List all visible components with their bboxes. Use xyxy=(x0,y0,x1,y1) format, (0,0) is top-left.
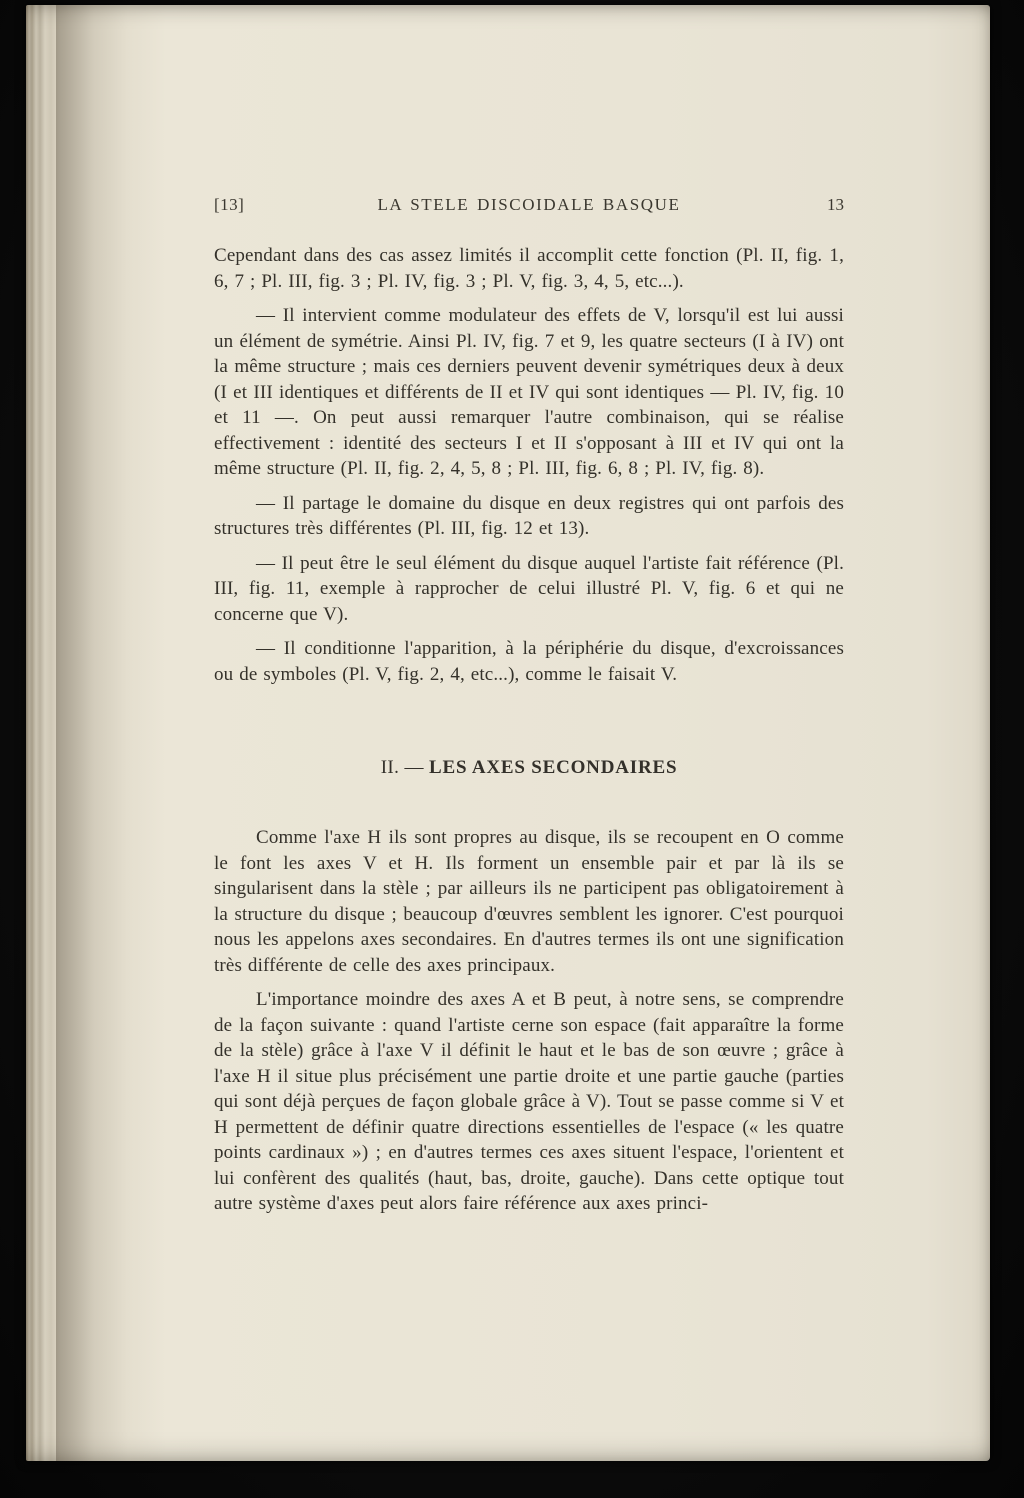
section-heading xyxy=(214,757,844,779)
paragraph: L'importance moindre des axes A et B peut, à notre sens, se comprendre de la façon suivante : quand l'artiste cerne son espace (fait apparaître la forme de la stèle) grâce à l'axe V il définit le haut et le bas de son œuvre ; grâce à l'axe H il situe plus précisément une partie droite et une partie gauche (parties qui sont déjà perçues de façon globale grâce à V). Tout se passe comme si V et H permettent de définir quatre directions essentielles de l'espace (« les quatre points cardinaux ») ; en d'autres termes ces axes situent l'espace, l'orientent et lui confèrent des qualités (haut, bas, droite, gauche). Dans cette optique tout autre système d'axes peut alors faire référence aux axes princi- xyxy=(214,989,844,1214)
paragraph: — Il peut être le seul élément du disque auquel l'artiste fait référence (Pl. III, fig. 11, exemple à rapprocher de celui illustré Pl. V, fig. 6 et qui ne concerne que V). xyxy=(214,552,844,625)
paragraph: Cependant dans des cas assez limités il accomplit cette fonction (Pl. II, fig. 1, 6, 7 ; Pl. III, fig. 3 ; Pl. IV, fig. 3 ; Pl. V, fig. 3, 4, 5, etc...). xyxy=(214,245,844,292)
section-title: LES AXES SECONDAIRES xyxy=(429,757,678,778)
header-page-number: 13 xyxy=(827,195,844,214)
header-title: LA STELE DISCOIDALE BASQUE xyxy=(377,195,681,214)
page-content xyxy=(26,5,990,1461)
paragraph: Comme l'axe H ils sont propres au disque, ils se recoupent en O comme le font les axes V et H. Ils forment un ensemble pair et par là ils se singularisent dans la stèle ; par ailleurs ils ne participent pas obligatoirement à la structure du disque ; beaucoup d'œuvres semblent les ignorer. C'est pourquoi nous les appelons axes secondaires. En d'autres termes ils ont une signification très différente de celle des axes principaux. xyxy=(214,827,844,976)
paragraph: — Il partage le domaine du disque en deux registres qui ont parfois des structures très différentes (Pl. III, fig. 12 et 13). xyxy=(214,492,844,539)
section-number: II. — xyxy=(380,757,429,778)
header-bracket-folio: [13] xyxy=(214,195,245,214)
paragraph: — Il conditionne l'apparition, à la périphérie du disque, d'excroissances ou de symboles (Pl. V, fig. 2, 4, etc...), comme le faisait V. xyxy=(214,638,844,685)
running-header xyxy=(214,195,844,215)
paragraph: — Il intervient comme modulateur des effets de V, lorsqu'il est lui aussi un élément de symétrie. Ainsi Pl. IV, fig. 7 et 9, les quatre secteurs (I à IV) ont la même structure ; mais ces derniers peuvent devenir symétriques deux à deux (I et III identiques et différents de II et IV qui sont identiques — Pl. IV, fig. 10 et 11 —. On peut aussi remarquer l'autre combinaison, qui se réalise effectivement : identité des secteurs I et II s'opposant à III et IV qui ont la même structure (Pl. II, fig. 2, 4, 5, 8 ; Pl. III, fig. 6, 8 ; Pl. IV, fig. 8). xyxy=(214,305,844,479)
book-page xyxy=(26,5,990,1461)
